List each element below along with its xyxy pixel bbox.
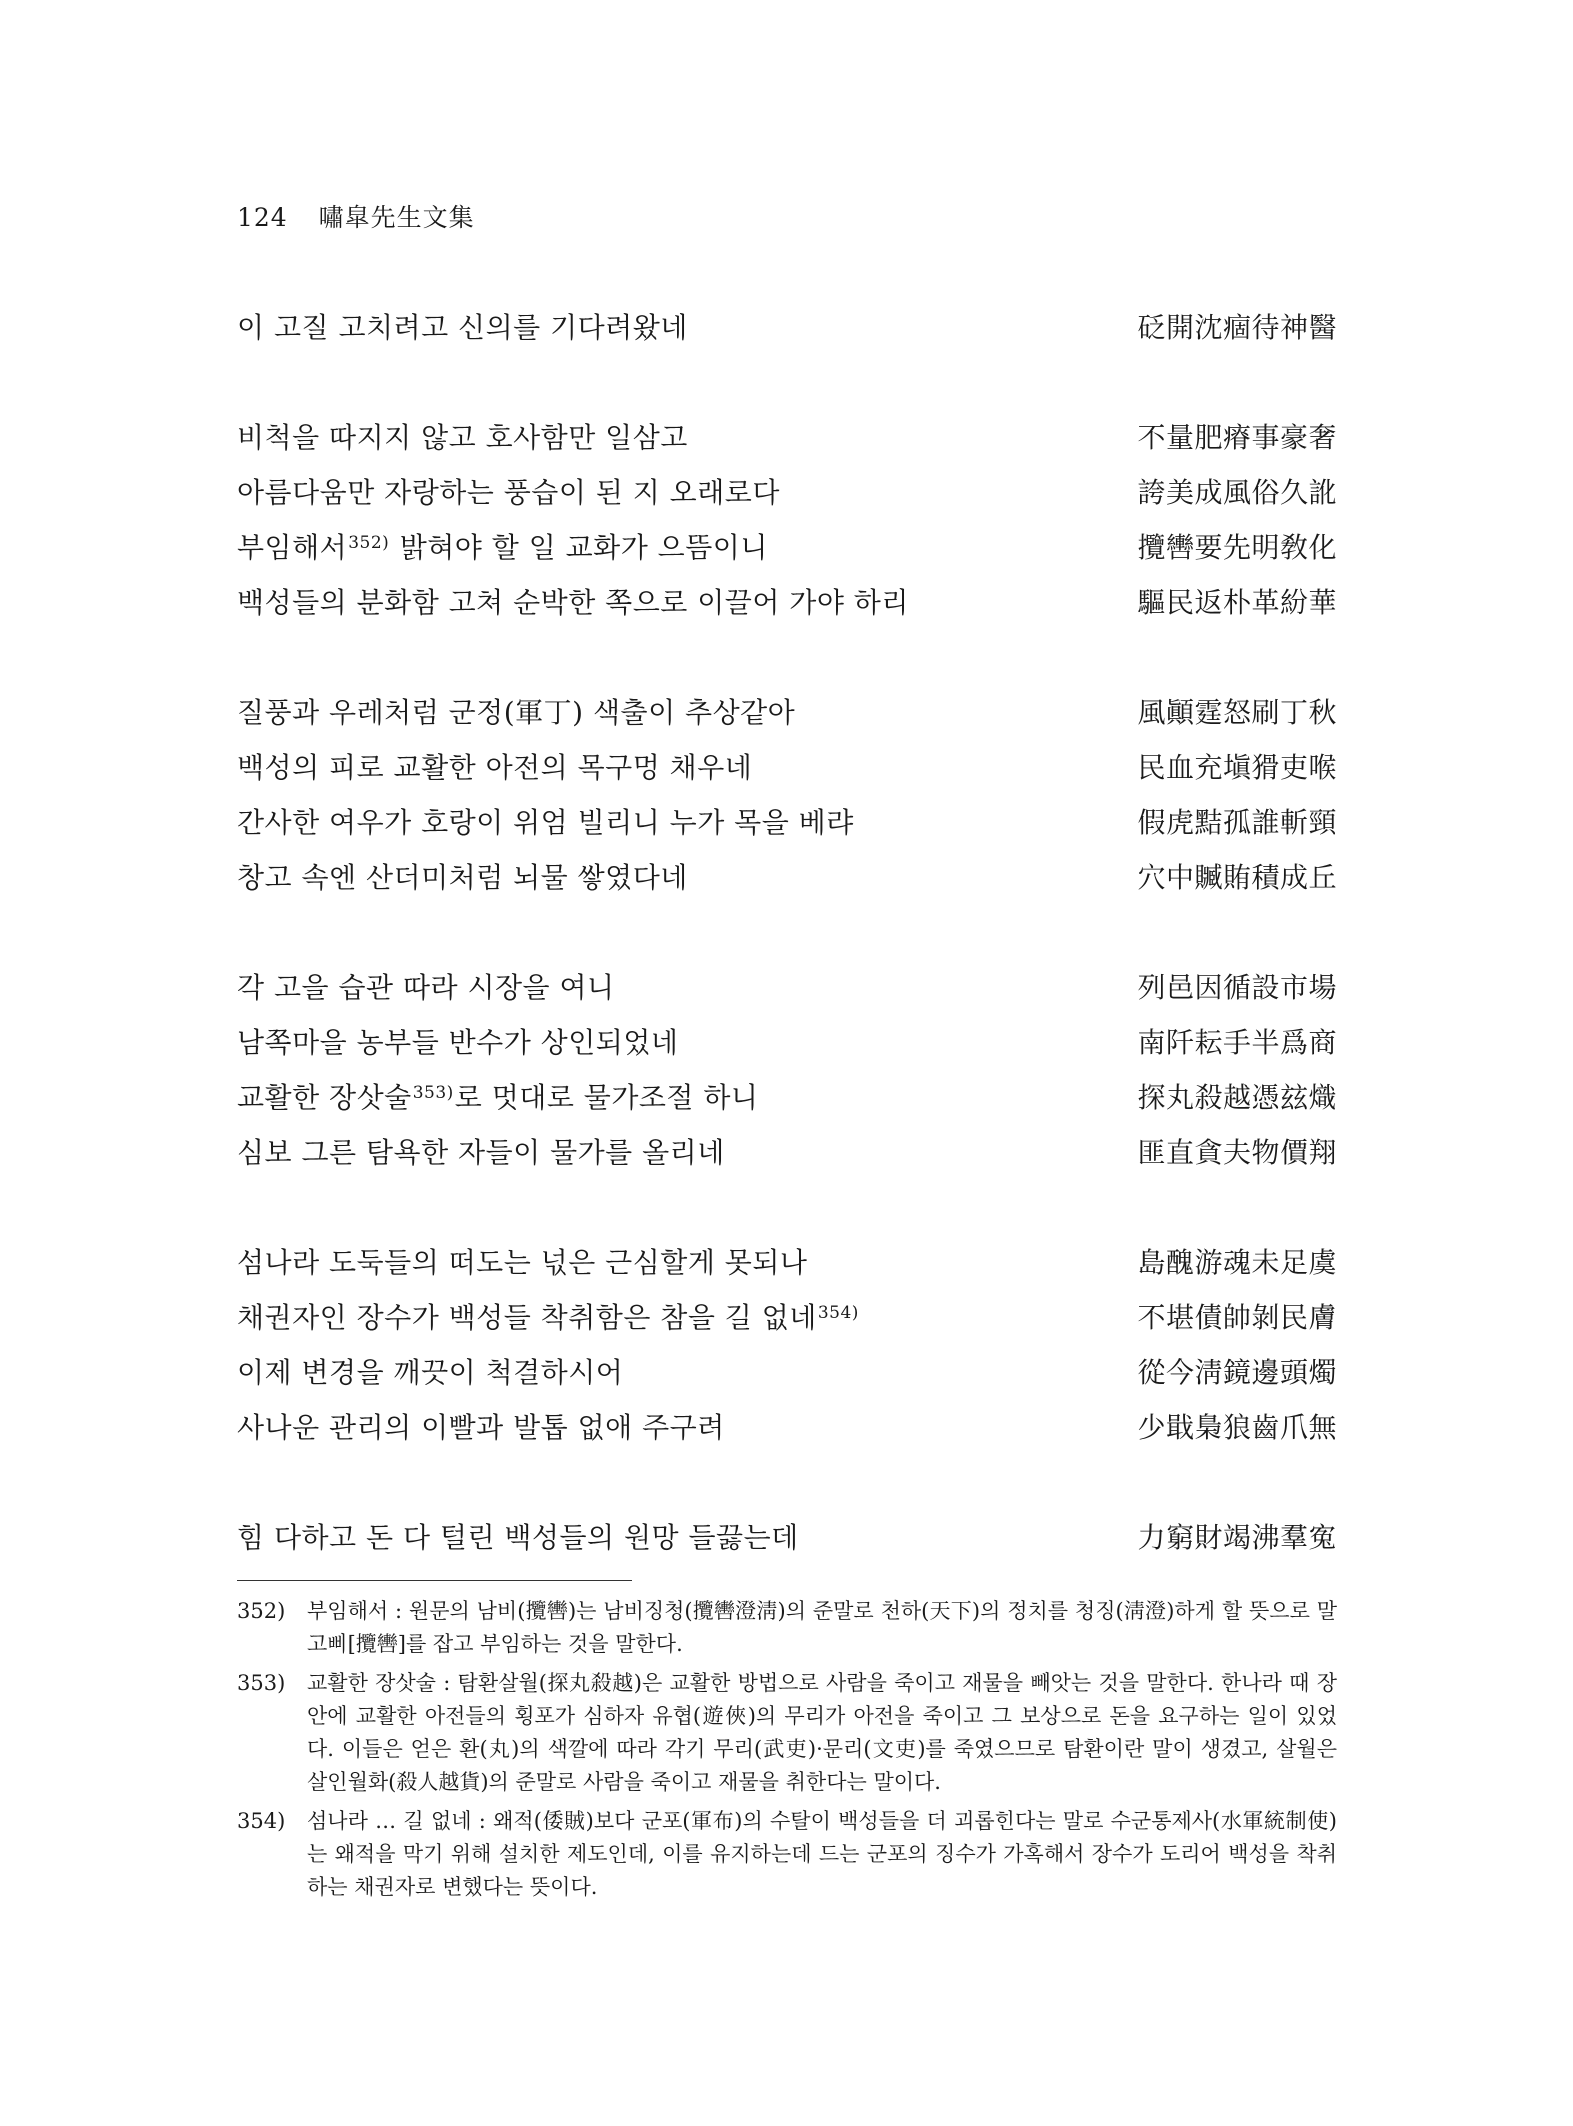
footnote-ref-354: 354) (817, 1303, 859, 1323)
poem-line (237, 300, 1337, 355)
poem-line (237, 1015, 1337, 1070)
chinese-original: 匪直貪夫物價翔 (1137, 1136, 1337, 1169)
korean-translation: 창고 속엔 산더미처럼 뇌물 쌓였다네 (237, 861, 688, 894)
poem-line (237, 575, 1337, 630)
poem-line (237, 740, 1337, 795)
chinese-original: 不堪債帥剝民膚 (1137, 1301, 1337, 1334)
chinese-original: 力窮財竭沸羣寃 (1137, 1521, 1337, 1554)
poem-line (237, 1400, 1337, 1455)
korean-translation-part: 채권자인 장수가 백성들 착취함은 참을 길 없네 (237, 1301, 817, 1334)
korean-translation: 힘 다하고 돈 다 털린 백성들의 원망 들끓는데 (237, 1521, 799, 1554)
korean-translation (237, 520, 768, 580)
poem-line (237, 1510, 1337, 1565)
chinese-original: 假虎黠孤誰斬頸 (1137, 806, 1337, 839)
footnote-number: 352) (237, 1599, 286, 1623)
footnote-text: 섬나라 … 길 없네 : 왜적(倭賊)보다 군포(軍布)의 수탈이 백성들을 더 괴롭힌다는 말로 수군통제사(水軍統制使)는 왜적을 막기 위해 설치한 제도인데, 이를 유지하는데 드는 군포의 징수가 가혹해서 장수가 도리어 백성을 착취하는 채권자로 변했다는 뜻이다. (307, 1809, 1337, 1899)
stanza (237, 960, 1337, 1180)
stanza (237, 410, 1337, 630)
chinese-original: 列邑因循設市場 (1137, 971, 1337, 1004)
poem-body (237, 300, 1337, 1620)
poem-line (237, 1125, 1337, 1180)
poem-line (237, 1345, 1337, 1400)
chinese-original: 不量肥瘠事豪奢 (1137, 421, 1337, 454)
korean-translation: 아름다움만 자랑하는 풍습이 된 지 오래로다 (237, 476, 780, 509)
korean-translation: 심보 그른 탐욕한 자들이 물가를 올리네 (237, 1136, 725, 1169)
book-title: 嘯皐先生文集 (318, 203, 475, 232)
footnotes (237, 1595, 1337, 1910)
chinese-original: 島醜游魂未足虞 (1137, 1246, 1337, 1279)
page-header (237, 198, 475, 234)
footnote-ref-353: 353) (412, 1083, 454, 1103)
stanza (237, 300, 1337, 355)
korean-translation: 비척을 따지지 않고 호사함만 일삼고 (237, 421, 688, 454)
footnote-text: 교활한 장삿술 : 탐환살월(探丸殺越)은 교활한 방법으로 사람을 죽이고 재물을 빼앗는 것을 말한다. 한나라 때 장안에 교활한 아전들의 횡포가 심하자 유협(遊俠)의 무리가 아전을 죽이고 그 보상으로 돈을 요구하는 일이 있었다. 이들은 얻은 환(丸)의 색깔에 따라 각기 무리(武吏)·문리(文吏)를 죽였으므로 탐환이란 말이 생겼고, 살월은 살인월화(殺人越貨)의 준말로 사람을 죽이고 재물을 취한다는 말이다. (307, 1671, 1337, 1794)
korean-translation: 남쪽마을 농부들 반수가 상인되었네 (237, 1026, 679, 1059)
footnote-divider (237, 1580, 632, 1581)
chinese-original: 穴中贓賄積成丘 (1137, 861, 1337, 894)
poem-line (237, 410, 1337, 465)
chinese-original: 從今淸鏡邊頭燭 (1137, 1356, 1337, 1389)
poem-line (237, 465, 1337, 520)
korean-translation: 간사한 여우가 호랑이 위엄 빌리니 누가 목을 베랴 (237, 806, 854, 839)
poem-line (237, 1235, 1337, 1290)
chinese-original: 少戢梟狼齒爪無 (1137, 1411, 1337, 1444)
chinese-original: 砭開沈痼待神醫 (1137, 311, 1337, 344)
footnote-354 (237, 1805, 1337, 1904)
footnote-text: 부임해서 : 원문의 남비(攬轡)는 남비징청(攬轡澄淸)의 준말로 천하(天下)의 정치를 청징(淸澄)하게 할 뜻으로 말고삐[攬轡]를 잡고 부임하는 것을 말한다. (307, 1599, 1337, 1656)
korean-translation-part: 밝혀야 할 일 교화가 으뜸이니 (390, 531, 768, 564)
korean-translation (237, 1290, 860, 1350)
korean-translation-part: 교활한 장삿술 (237, 1081, 412, 1114)
poem-line (237, 520, 1337, 575)
poem-line (237, 850, 1337, 905)
poem-line (237, 960, 1337, 1015)
korean-translation (237, 1070, 758, 1130)
chinese-original: 風顚霆怒刷丁秋 (1137, 696, 1337, 729)
stanza (237, 1235, 1337, 1455)
korean-translation: 백성들의 분화함 고쳐 순박한 쪽으로 이끌어 가야 하리 (237, 586, 909, 619)
page-number: 124 (237, 203, 288, 232)
chinese-original: 攬轡要先明敎化 (1137, 531, 1337, 564)
korean-translation: 질풍과 우레처럼 군정(軍丁) 색출이 추상같아 (237, 696, 796, 729)
chinese-original: 驅民返朴革紛華 (1137, 586, 1337, 619)
chinese-original: 南阡耘手半爲商 (1137, 1026, 1337, 1059)
footnote-number: 353) (237, 1671, 286, 1695)
chinese-original: 誇美成風俗久訛 (1137, 476, 1337, 509)
korean-translation-part: 로 멋대로 물가조절 하니 (454, 1081, 759, 1114)
stanza (237, 685, 1337, 905)
footnote-352 (237, 1595, 1337, 1661)
poem-line (237, 795, 1337, 850)
stanza (237, 1510, 1337, 1565)
korean-translation: 사나운 관리의 이빨과 발톱 없애 주구려 (237, 1411, 725, 1444)
poem-line (237, 685, 1337, 740)
korean-translation: 이 고질 고치려고 신의를 기다려왔네 (237, 311, 688, 344)
korean-translation: 섬나라 도둑들의 떠도는 넋은 근심할게 못되나 (237, 1246, 808, 1279)
korean-translation: 백성의 피로 교활한 아전의 목구멍 채우네 (237, 751, 753, 784)
chinese-original: 探丸殺越憑玆熾 (1137, 1081, 1337, 1114)
poem-line (237, 1070, 1337, 1125)
chinese-original: 民血充塡猾吏喉 (1137, 751, 1337, 784)
footnote-353 (237, 1667, 1337, 1799)
footnote-number: 354) (237, 1809, 286, 1833)
korean-translation: 각 고을 습관 따라 시장을 여니 (237, 971, 615, 1004)
korean-translation: 이제 변경을 깨끗이 척결하시어 (237, 1356, 624, 1389)
footnote-ref-352: 352) (348, 533, 390, 553)
korean-translation-part: 부임해서 (237, 531, 348, 564)
poem-line (237, 1290, 1337, 1345)
